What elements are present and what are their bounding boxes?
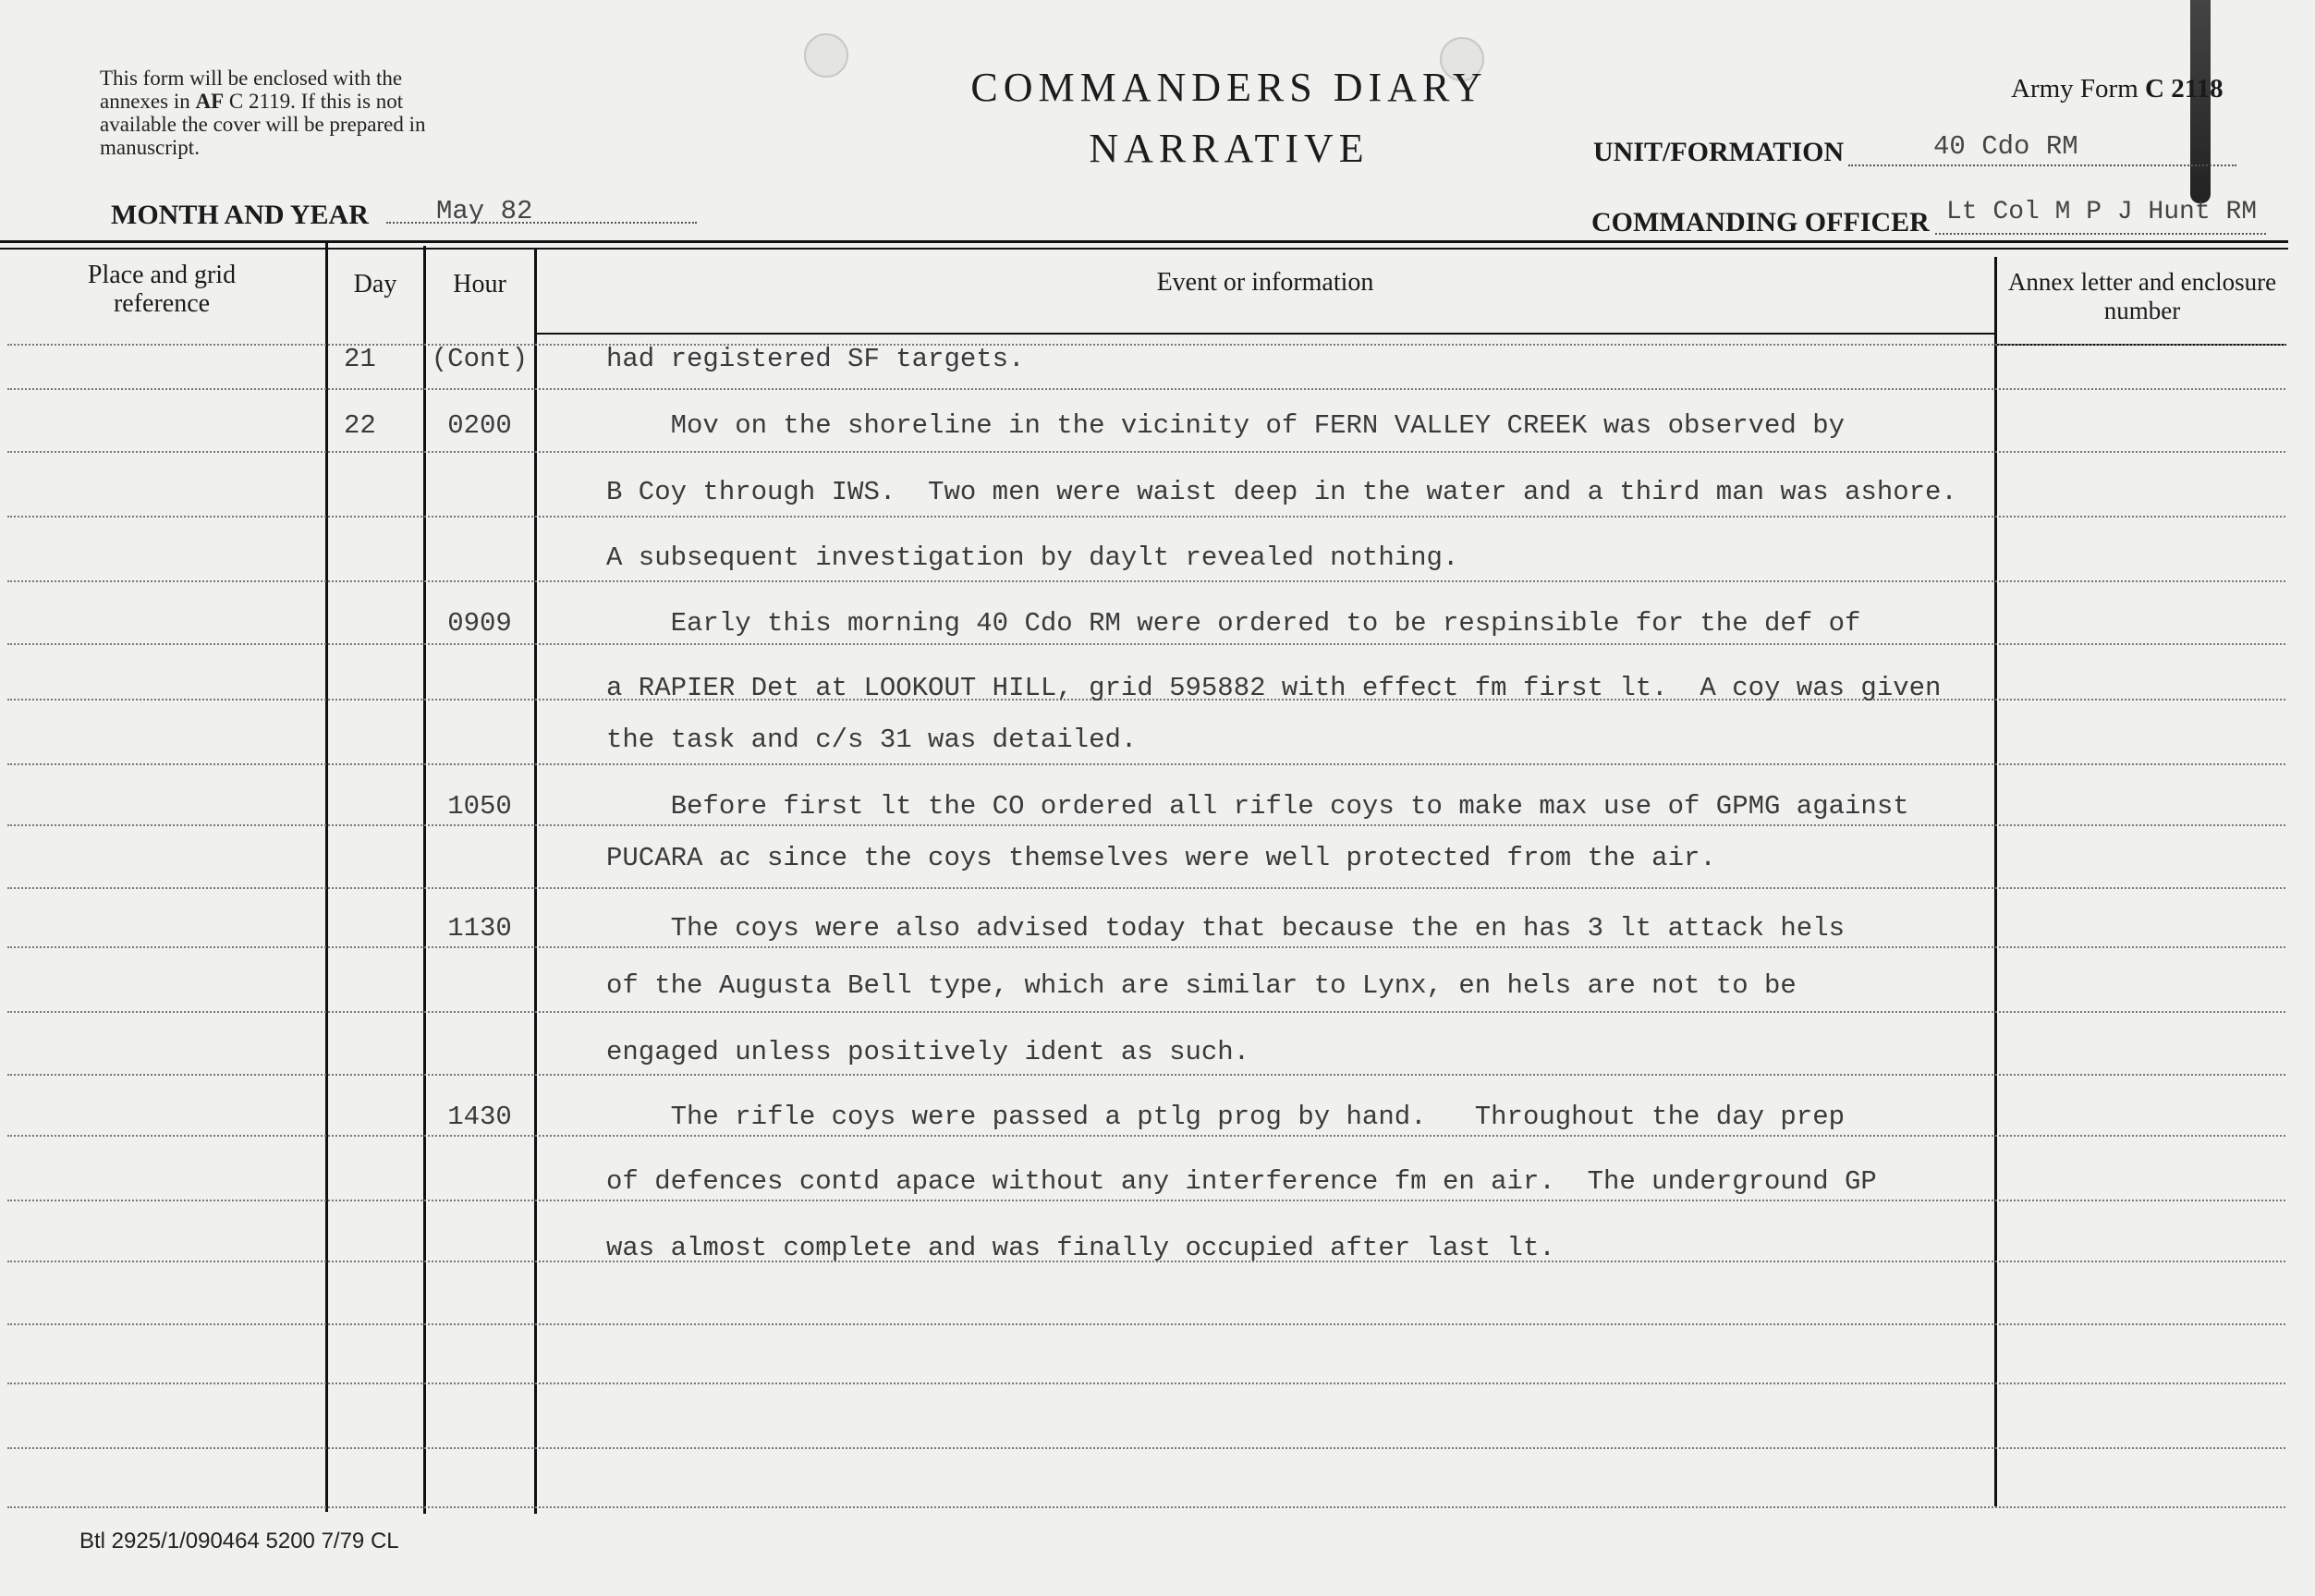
row-dotted-line — [7, 824, 2285, 826]
form-title — [887, 57, 1571, 179]
row-dotted-line — [7, 1074, 2285, 1076]
entry-text: the task and c/s 31 was detailed. — [606, 725, 1138, 755]
entry-text: was almost complete and was finally occupied after last lt. — [606, 1233, 1555, 1263]
note-line — [100, 90, 506, 113]
entry-hour: 0200 — [447, 410, 512, 441]
row-dotted-line — [7, 1447, 2285, 1449]
unit-value: 40 Cdo RM — [1933, 131, 2078, 162]
unit-label: UNIT/FORMATION — [1593, 137, 1845, 167]
title-line-1: COMMANDERS DIARY — [970, 65, 1488, 110]
row-dotted-line — [7, 580, 2285, 582]
note-text: C 2119. If this is not — [224, 90, 404, 113]
entry-hour: 1130 — [447, 913, 512, 944]
commanding-officer-value: Lt Col M P J Hunt RM — [1946, 198, 2258, 226]
row-dotted-line — [7, 1323, 2285, 1325]
form-instruction-note — [100, 67, 506, 159]
row-dotted-line — [7, 1383, 2285, 1384]
note-text: annexes in — [100, 90, 196, 113]
month-year-label: MONTH AND YEAR — [111, 200, 369, 230]
row-dotted-line — [7, 763, 2285, 765]
entry-hour: 0909 — [447, 608, 512, 639]
row-dotted-line — [7, 1506, 2285, 1508]
entry-text: engaged unless positively ident as such. — [606, 1037, 1250, 1067]
column-divider — [1994, 257, 1997, 1506]
entry-text: Mov on the shoreline in the vicinity of FERN VALLEY CREEK was observed by — [606, 410, 1846, 441]
note-line: This form will be enclosed with the — [100, 67, 403, 90]
entry-text: of the Augusta Bell type, which are similar to Lynx, en hels are not to be — [606, 970, 1797, 1001]
row-dotted-line — [7, 1011, 2285, 1013]
table-top-rule — [0, 240, 2288, 243]
entry-text: PUCARA ac since the coys themselves were well protected from the air. — [606, 843, 1716, 873]
form-print-code: Btl 2925/1/090464 5200 7/79 CL — [79, 1529, 399, 1553]
entry-hour: 1430 — [447, 1102, 512, 1132]
entry-hour: (Cont) — [431, 344, 529, 374]
column-divider — [325, 242, 328, 1512]
entry-text: The coys were also advised today that because the en has 3 lt attack hels — [606, 913, 1846, 944]
month-year-value: May 82 — [436, 196, 533, 226]
entry-text: of defences contd apace without any interference fm en air. The underground GP — [606, 1166, 1877, 1197]
row-dotted-line — [7, 946, 2285, 948]
column-header-annex: Annex letter and enclosure number — [2007, 268, 2277, 324]
entry-text: A subsequent investigation by daylt revealed nothing. — [606, 542, 1459, 573]
unit-field-line — [1848, 164, 2236, 166]
row-dotted-line — [7, 516, 2285, 518]
month-field-line — [386, 222, 697, 224]
form-number-prefix: Army Form — [2011, 74, 2145, 104]
row-dotted-line — [7, 388, 2285, 390]
table-top-rule-inner — [0, 248, 2288, 250]
note-line: available the cover will be prepared in — [100, 113, 426, 136]
column-header-hour: Hour — [453, 270, 506, 298]
note-line: manuscript. — [100, 136, 200, 159]
row-dotted-line — [7, 1200, 2285, 1201]
entry-text: a RAPIER Det at LOOKOUT HILL, grid 595882 with effect fm first lt. A coy was given — [606, 673, 1942, 703]
form-number: C 2118 — [2145, 74, 2224, 104]
co-field-line — [1935, 233, 2266, 235]
army-form-number — [2011, 74, 2224, 104]
column-header-place: Place and grid reference — [87, 261, 237, 318]
entry-text: The rifle coys were passed a ptlg prog by hand. Throughout the day prep — [606, 1102, 1846, 1132]
entry-text: Early this morning 40 Cdo RM were ordered to be respinsible for the def of — [606, 608, 1861, 639]
column-header-event: Event or information — [1156, 268, 1374, 297]
commanding-officer-label: COMMANDING OFFICER — [1591, 207, 1930, 238]
header-rule — [536, 333, 1996, 335]
row-dotted-line — [7, 887, 2285, 889]
entry-text: Before first lt the CO ordered all rifle coys to make max use of GPMG against — [606, 791, 1909, 822]
note-bold: AF — [195, 90, 225, 113]
entry-day: 22 — [344, 410, 376, 441]
title-line-2: NARRATIVE — [1089, 126, 1370, 171]
entry-text: B Coy through IWS. Two men were waist deep in the water and a third man was ashore. — [606, 477, 1957, 507]
row-dotted-line — [7, 1135, 2285, 1137]
column-header-day: Day — [353, 270, 397, 298]
row-dotted-line — [7, 643, 2285, 645]
entry-day: 21 — [344, 344, 376, 374]
punch-hole — [804, 33, 848, 78]
entry-hour: 1050 — [447, 791, 512, 822]
row-dotted-line — [7, 451, 2285, 453]
entry-text: had registered SF targets. — [606, 344, 1025, 374]
